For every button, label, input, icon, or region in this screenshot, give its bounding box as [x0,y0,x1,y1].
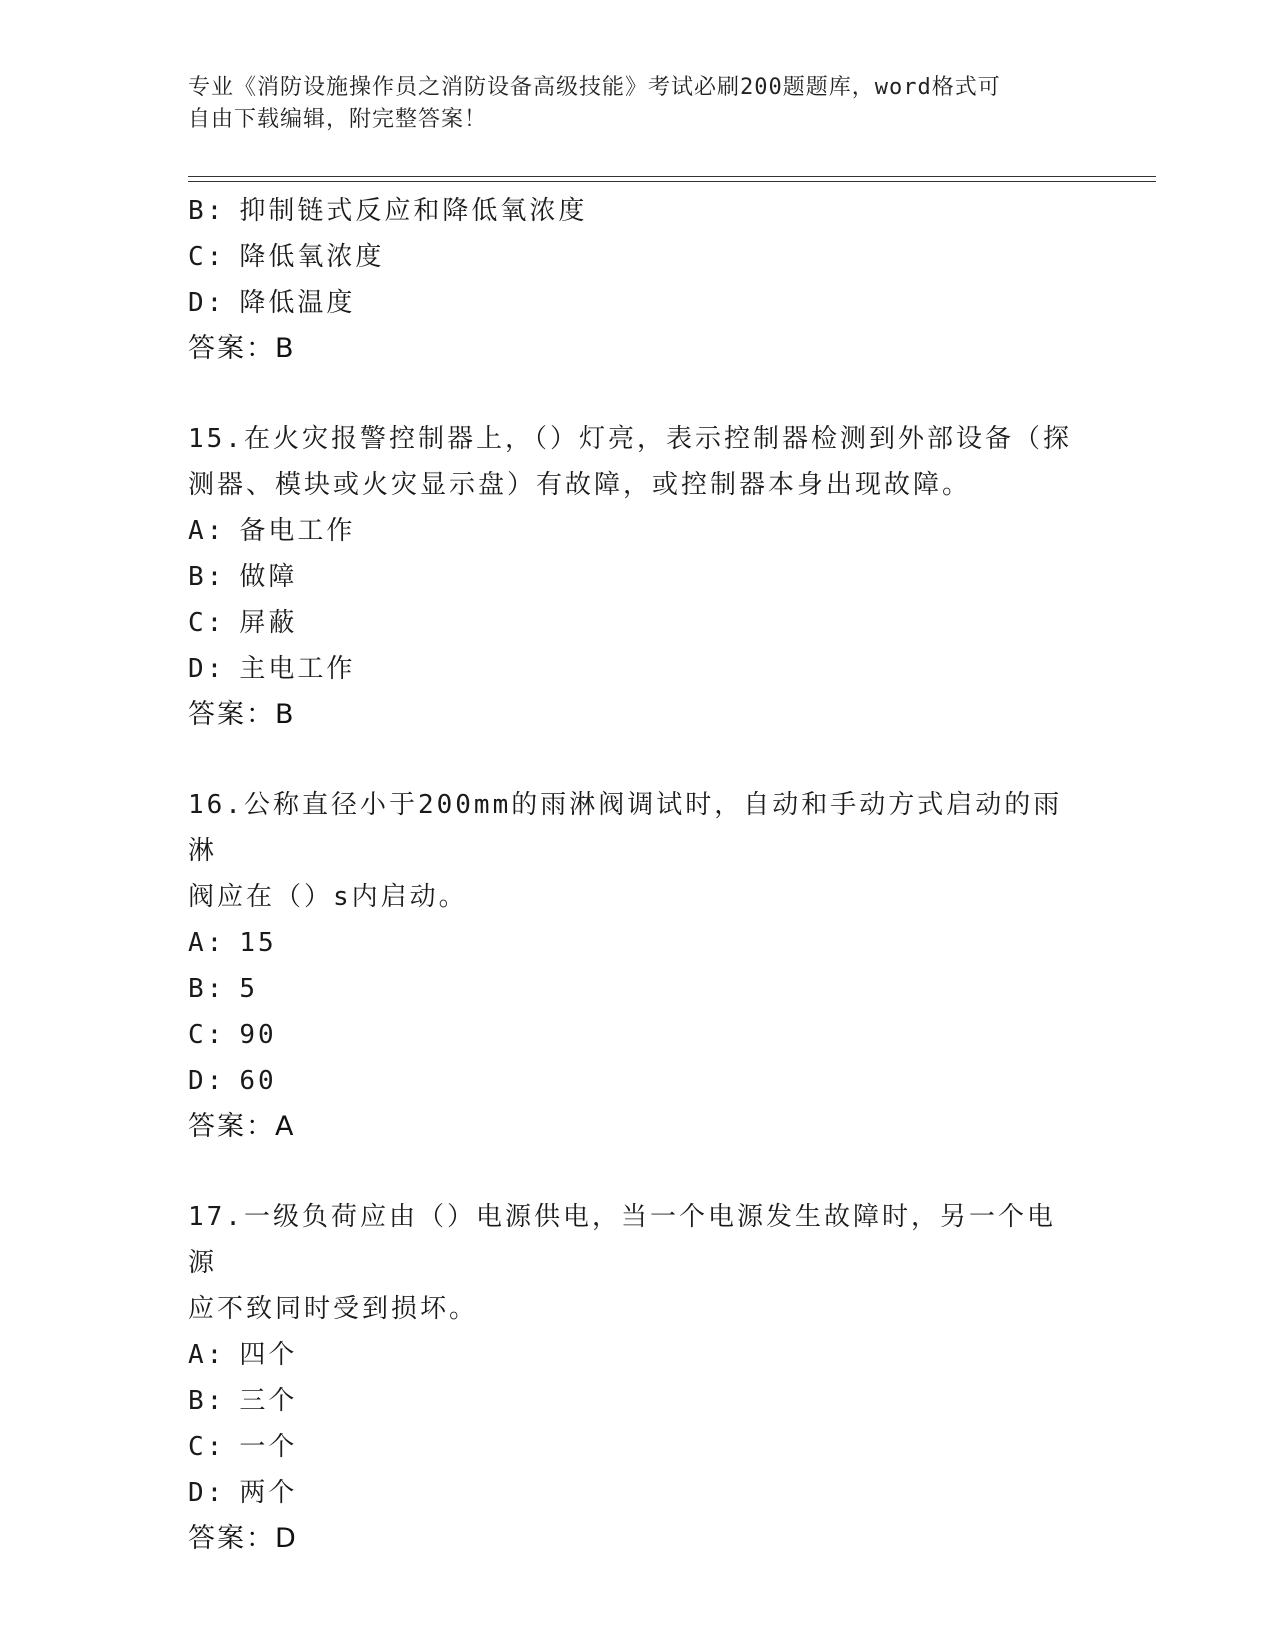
option-text: 降低氧浓度 [239,242,385,272]
option-a [188,1332,1088,1378]
option-c [188,234,1088,280]
option-key: A [188,516,207,546]
answer-line [188,692,1088,738]
question-text-line-1: 在火灾报警控制器上，（）灯亮，表示控制器检测到外部设备（探 [243,424,1072,454]
question-number: 17. [188,1202,244,1232]
header-divider-top [188,176,1156,177]
option-text: 15 [239,928,277,958]
option-separator: : [206,1340,226,1370]
option-text: 降低温度 [239,288,356,318]
answer-value: B [275,333,296,364]
option-key: B [188,1386,207,1416]
option-text: 抑制链式反应和降低氧浓度 [239,196,588,226]
option-text: 做障 [239,562,298,592]
question-text-line-2: 测器、模块或火灾显示盘）有故障，或控制器本身出现故障。 [188,470,972,500]
option-separator: : [206,974,226,1004]
option-separator: : [206,1066,226,1096]
question-list [188,188,1088,1562]
answer-value: A [275,1111,296,1142]
question-spacer [188,738,1088,782]
answer-value: B [275,699,296,730]
option-d [188,1470,1088,1516]
header-title-line-1: 专业《消防设施操作员之消防设备高级技能》考试必刷200题题库，word格式可 [188,75,1001,100]
partial-question [188,188,1088,372]
question-number: 16. [188,790,244,820]
option-separator: : [206,1386,226,1416]
question-spacer [188,372,1088,416]
option-a [188,508,1088,554]
answer-label: 答案： [188,1111,275,1142]
option-key: D [188,1478,207,1508]
option-text: 两个 [239,1478,298,1508]
option-key: A [188,928,207,958]
option-separator: : [206,196,226,226]
option-text: 主电工作 [239,654,356,684]
option-key: B [188,196,207,226]
option-key: C [188,1020,207,1050]
option-key: C [188,242,207,272]
option-separator: : [206,928,226,958]
option-b [188,188,1088,234]
option-separator: : [206,1478,226,1508]
option-d [188,280,1088,326]
answer-label: 答案： [188,1523,275,1554]
option-key: D [188,288,207,318]
question-text-line-2: 应不致同时受到损坏。 [188,1294,479,1324]
option-c [188,1424,1088,1470]
option-separator: : [206,562,226,592]
question-17 [188,1194,1088,1562]
option-text: 备电工作 [239,516,356,546]
option-separator: : [206,608,226,638]
option-key: A [188,1340,207,1370]
document-header [188,72,1068,136]
option-text: 四个 [239,1340,298,1370]
option-separator: : [206,288,226,318]
option-d [188,1058,1088,1104]
question-16 [188,782,1088,1150]
option-key: D [188,654,207,684]
question-text [188,1194,1078,1332]
option-separator: : [206,516,226,546]
option-key: C [188,608,207,638]
option-c [188,600,1088,646]
option-text: 90 [239,1020,277,1050]
option-key: D [188,1066,207,1096]
option-separator: : [206,1020,226,1050]
option-b [188,1378,1088,1424]
option-key: B [188,562,207,592]
option-b [188,554,1088,600]
option-c [188,1012,1088,1058]
question-15 [188,416,1088,738]
question-number: 15. [188,424,244,454]
option-separator: : [206,242,226,272]
answer-line [188,1516,1088,1562]
option-text: 5 [239,974,258,1004]
option-separator: : [206,1432,226,1462]
answer-label: 答案： [188,333,275,364]
option-text: 一个 [239,1432,298,1462]
option-text: 屏蔽 [239,608,298,638]
answer-label: 答案： [188,699,275,730]
option-b [188,966,1088,1012]
option-a [188,920,1088,966]
answer-line [188,326,1088,372]
option-text: 60 [239,1066,277,1096]
question-text [188,782,1078,920]
answer-value: D [275,1523,298,1554]
option-key: C [188,1432,207,1462]
question-text-line-1: 一级负荷应由（）电源供电，当一个电源发生故障时，另一个电源 [188,1202,1056,1278]
option-d [188,646,1088,692]
header-divider-bottom [188,181,1156,182]
option-separator: : [206,654,226,684]
question-spacer [188,1150,1088,1194]
question-text-line-1: 公称直径小于200mm的雨淋阀调试时，自动和手动方式启动的雨淋 [188,790,1063,866]
question-text [188,416,1078,508]
answer-line [188,1104,1088,1150]
option-key: B [188,974,207,1004]
option-text: 三个 [239,1386,298,1416]
question-text-line-2: 阀应在（）s内启动。 [188,882,468,912]
header-title-line-2: 自由下载编辑，附完整答案！ [188,107,488,132]
